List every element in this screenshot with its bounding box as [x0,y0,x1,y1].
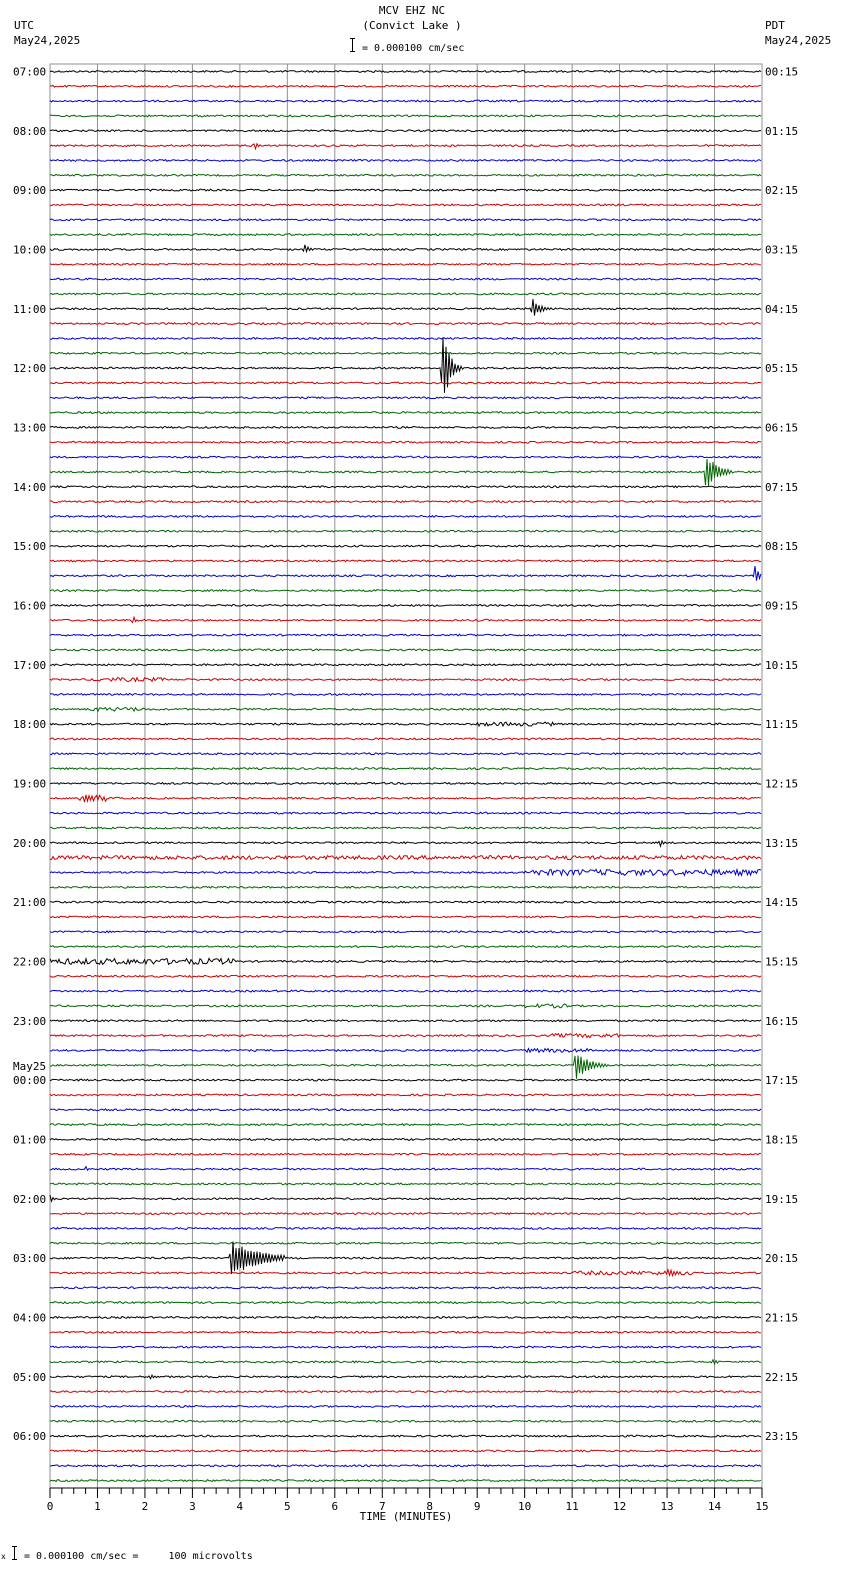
trace-row [50,1020,761,1022]
trace-row [50,352,761,354]
x-tick-label: 5 [284,1500,291,1513]
trace-row [50,189,761,191]
trace-row [50,1094,761,1096]
trace-row [50,1331,761,1333]
trace-row [50,560,761,562]
trace-row [50,1139,761,1141]
pdt-hour-label: 01:15 [765,124,799,138]
trace-row [50,1302,761,1304]
x-tick-label: 12 [612,1500,627,1513]
utc-hour-label: 05:00 [13,1370,47,1384]
axis-layer [47,1488,769,1523]
trace-row [50,115,761,117]
trace-row [50,634,761,636]
pdt-hour-label: 04:15 [765,302,799,316]
trace-row [50,1346,761,1348]
x-tick-label: 6 [331,1500,339,1513]
trace-row [50,1480,761,1482]
trace-row [50,566,761,581]
pdt-hour-label: 17:15 [765,1074,799,1088]
trace-row [50,486,761,488]
trace-row [50,590,761,592]
trace-row [50,1465,761,1467]
trace-row [50,323,761,325]
pdt-hour-label: 03:15 [765,243,799,257]
trace-row [50,1406,761,1408]
utc-hour-label: 09:00 [13,184,47,198]
pdt-hour-label: 00:15 [765,65,799,79]
trace-row [50,516,761,518]
utc-hour-label: 02:00 [13,1192,47,1206]
x-tick-label: 11 [565,1500,579,1513]
trace-row [50,975,761,977]
pdt-hour-label: 07:15 [765,480,799,494]
trace-row [50,678,761,682]
left-date: May24,2025 [14,34,81,47]
pdt-hour-label: 13:15 [765,836,799,850]
utc-hour-label: 20:00 [13,836,47,850]
trace-row [50,1287,761,1289]
trace-row [50,664,761,666]
left-timezone: UTC [14,19,34,32]
trace-row [50,293,761,295]
trace-row [50,1450,761,1452]
pdt-hour-label: 09:15 [765,599,799,613]
trace-row [50,456,761,458]
trace-row [50,100,761,102]
utc-hour-label: 11:00 [13,302,47,316]
trace-row [50,1391,761,1393]
trace-row [50,916,761,918]
utc-hour-label: 13:00 [13,421,47,435]
trace-layer [50,71,761,1482]
footer-scale-label: = 0.000100 cm/sec = 100 microvolts [24,1551,253,1562]
trace-row [50,1034,761,1038]
trace-row [50,768,761,770]
trace-row [50,605,761,607]
trace-row [50,886,761,888]
trace-row [50,783,761,785]
trace-row [50,245,761,252]
trace-row [50,1242,761,1244]
utc-date-label: May25 [13,1060,47,1074]
utc-hour-label: 00:00 [13,1074,47,1088]
pdt-hour-label: 21:15 [765,1311,799,1325]
utc-hour-label: 03:00 [13,1252,47,1266]
x-axis-label: TIME (MINUTES) [359,1510,453,1523]
pdt-hour-label: 18:15 [765,1133,799,1147]
utc-hour-label: 17:00 [13,658,47,672]
trace-row [50,338,761,393]
trace-row [50,144,761,149]
x-tick-label: 8 [426,1500,434,1513]
station-title: MCV EHZ NC [378,4,446,17]
trace-row [50,1420,761,1422]
trace-row [50,427,761,429]
pdt-hour-label: 02:15 [765,184,799,198]
trace-row [50,795,761,802]
trace-row [50,219,761,221]
pdt-hour-label: 23:15 [765,1430,799,1444]
trace-row [50,1360,761,1364]
trace-row [50,1375,761,1379]
right-timezone: PDT [765,19,785,32]
trace-row [50,722,761,726]
trace-row [50,299,761,316]
x-tick-label: 0 [46,1500,54,1513]
pdt-hour-label: 15:15 [765,955,799,969]
pdt-hour-label: 06:15 [765,421,799,435]
x-tick-label: 4 [236,1500,244,1513]
trace-row [50,931,761,933]
trace-row [50,545,761,547]
pdt-hour-label: 22:15 [765,1370,799,1384]
trace-row [50,707,761,711]
pdt-hour-label: 14:15 [765,896,799,910]
utc-hour-label: 21:00 [13,896,47,910]
trace-row [50,1228,761,1230]
trace-row [50,234,761,236]
trace-row [50,1270,761,1276]
utc-hour-label: 14:00 [13,480,47,494]
trace-row [50,263,761,265]
trace-row [50,530,761,532]
x-tick-label: 15 [755,1500,769,1513]
utc-hour-label: 06:00 [13,1430,47,1444]
pdt-hour-label: 10:15 [765,658,799,672]
footer-scale-bar-icon [14,1546,15,1560]
station-location: (Convict Lake ) [362,19,462,32]
trace-row [50,204,761,206]
trace-row [50,1317,761,1319]
x-tick-label: 13 [660,1500,674,1513]
trace-row [50,694,761,696]
utc-hour-label: 01:00 [13,1133,47,1147]
trace-row [50,1195,761,1201]
trace-row [50,901,761,903]
trace-row [50,617,761,622]
trace-row [50,958,761,964]
trace-row [50,501,761,503]
pdt-hour-label: 05:15 [765,362,799,376]
trace-row [50,338,761,340]
pdt-hour-label: 19:15 [765,1192,799,1206]
trace-row [50,85,761,87]
trace-row [50,1167,761,1171]
trace-row [50,174,761,176]
trace-row [50,856,761,860]
pdt-hour-label: 11:15 [765,718,799,732]
trace-row [50,1183,761,1185]
trace-row [50,1004,761,1008]
x-tick-label: 14 [707,1500,722,1513]
utc-hour-label: 08:00 [13,124,47,138]
trace-row [50,1213,761,1215]
trace-row [50,71,761,73]
utc-hour-label: 07:00 [13,65,47,79]
utc-hour-label: 22:00 [13,955,47,969]
trace-row [50,1435,761,1437]
trace-row [50,1109,761,1111]
trace-row [50,1079,761,1081]
trace-row [50,946,761,948]
utc-hour-label: 04:00 [13,1311,47,1325]
pdt-hour-label: 20:15 [765,1252,799,1266]
utc-hour-label: 18:00 [13,718,47,732]
trace-row [50,441,761,443]
right-date: May24,2025 [765,34,832,47]
x-tick-label: 3 [189,1500,196,1513]
utc-hour-label: 19:00 [13,777,47,791]
trace-row [50,397,761,399]
x-tick-label: 7 [378,1500,386,1513]
plot-frame [50,64,762,1488]
utc-hour-label: 15:00 [13,540,47,554]
trace-row [50,1056,761,1079]
trace-row [50,1242,761,1275]
utc-hour-label: 16:00 [13,599,47,613]
trace-row [50,1049,761,1053]
grid-layer [50,64,762,1488]
trace-row [50,990,761,992]
trace-row [50,841,761,846]
x-tick-label: 9 [473,1500,481,1513]
trace-row [50,827,761,829]
x-tick-label: 10 [518,1500,532,1513]
pdt-hour-label: 12:15 [765,777,799,791]
trace-row [50,1153,761,1155]
trace-row [50,278,761,280]
x-tick-label: 1 [94,1500,101,1513]
trace-row [50,649,761,651]
trace-row [50,382,761,384]
trace-row [50,160,761,162]
footer-corner-mark: x [1,1552,6,1561]
trace-row [50,869,761,875]
scale-label: = 0.000100 cm/sec [362,43,465,54]
pdt-hour-label: 16:15 [765,1014,799,1028]
trace-row [50,1124,761,1126]
trace-row [50,812,761,814]
trace-row [50,459,761,486]
pdt-hour-label: 08:15 [765,540,799,554]
utc-hour-label: 23:00 [13,1014,47,1028]
trace-row [50,738,761,740]
utc-hour-label: 12:00 [13,362,47,376]
trace-row [50,412,761,414]
trace-row [50,753,761,755]
x-tick-label: 2 [141,1500,149,1513]
trace-row [50,130,761,132]
utc-hour-label: 10:00 [13,243,47,257]
